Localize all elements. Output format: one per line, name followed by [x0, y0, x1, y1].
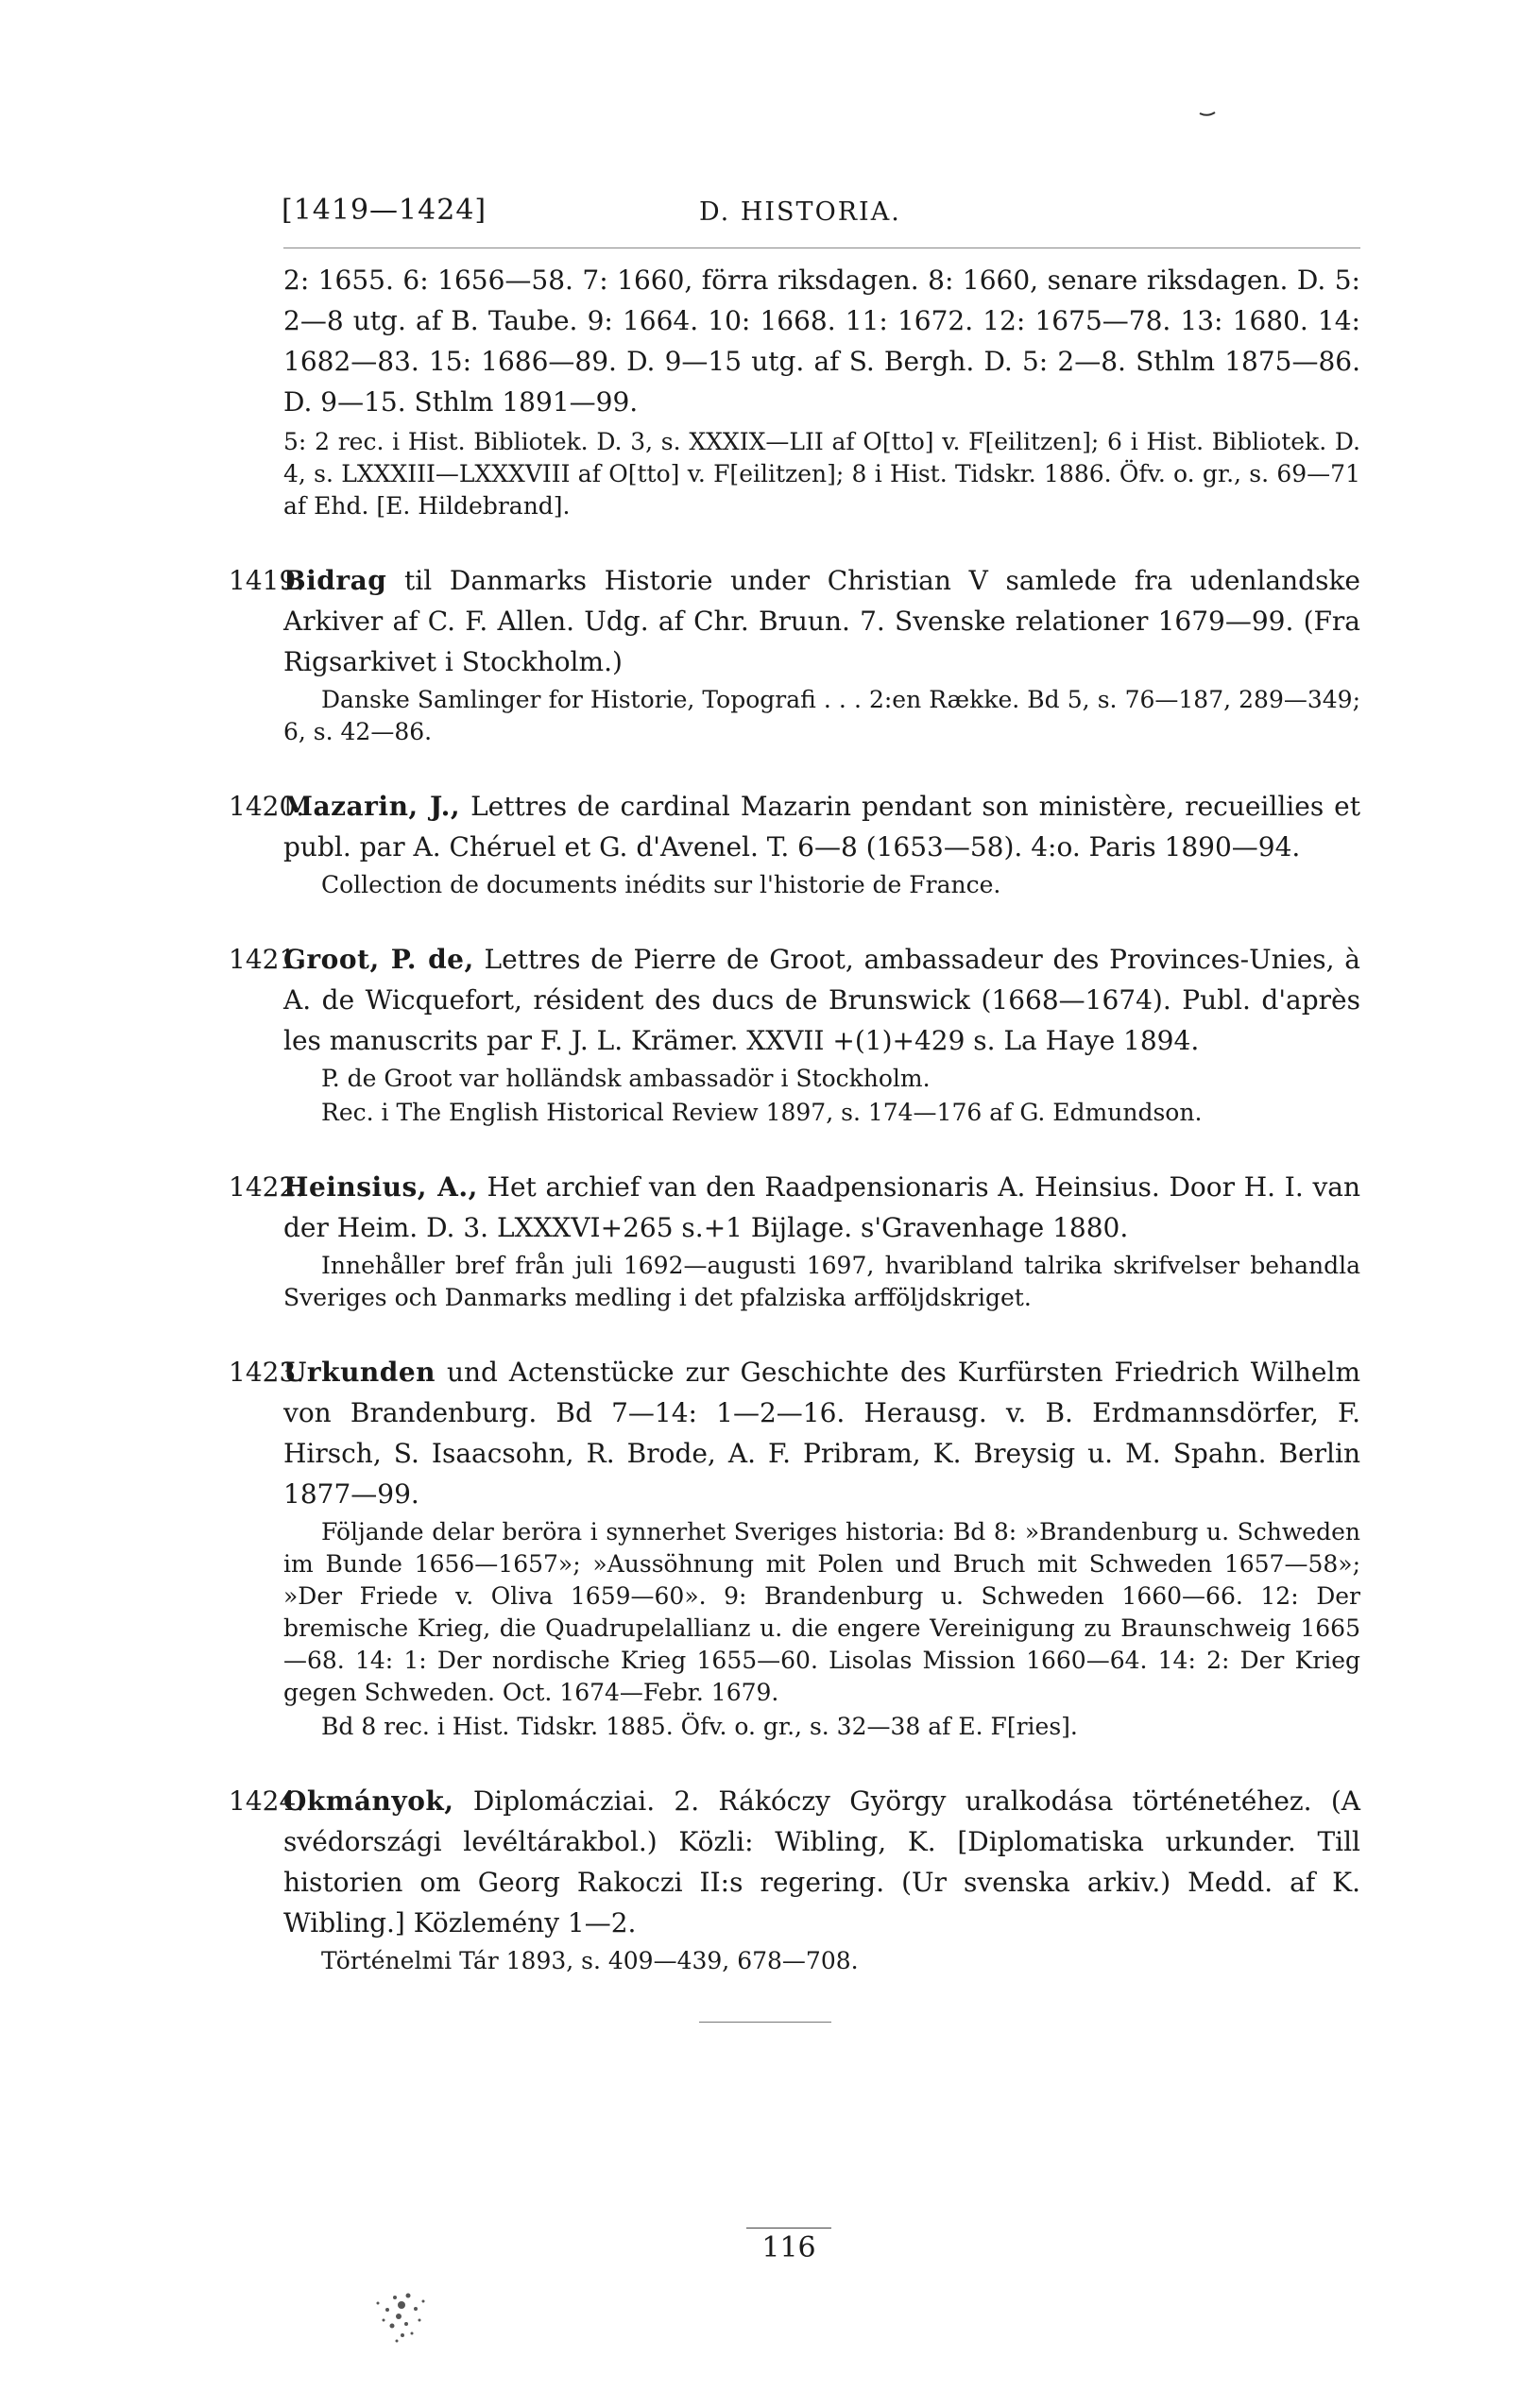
entry-text: Lettres de cardinal Mazarin pendant son ministère, recueillies et publ. par A. Chéruel et G. d'Avenel. T. 6—8 (1653—58). 4:o. Paris 1890—94.	[283, 791, 1360, 862]
entry-1419	[229, 560, 1360, 748]
entry-heading: Heinsius, A.,	[283, 1171, 478, 1203]
entry-1424	[229, 1781, 1360, 1977]
entry-note: Collection de documents inédits sur l'historie de France.	[321, 871, 1001, 898]
running-head	[283, 194, 1360, 231]
library-stamp-icon	[350, 2267, 453, 2371]
entry-number: 1423.	[229, 1357, 305, 1388]
entry-1420	[229, 786, 1360, 901]
entry-1421	[229, 939, 1360, 1129]
page-number: 116	[761, 2231, 816, 2264]
entry-note: P. de Groot var holländsk ambassadör i Stockholm.	[321, 1065, 931, 1092]
ink-mark	[1198, 104, 1217, 113]
entry-number: 1422.	[229, 1171, 305, 1203]
entry-main	[283, 1781, 1360, 1943]
entry-note: Danske Samlinger for Historie, Topografi . . . 2:en Række. Bd 5, s. 76—187, 289—349; 6, s. 42—86.	[283, 686, 1360, 745]
entry-heading: Okmányok,	[283, 1785, 454, 1817]
entry-main	[283, 939, 1360, 1061]
entry-number: 1421.	[229, 944, 305, 975]
entry-heading: Bidrag	[283, 565, 387, 596]
intro-note: 5: 2 rec. i Hist. Bibliotek. D. 3, s. XXXIX—LII af O[tto] v. F[eilitzen]; 6 i Hist. Bibliotek. D. 4, s. LXXXIII—LXXXVIII af O[tto] v. F[eilitzen]; 8 i Hist. Tidskr. 1886. Öfv. o. gr., s. 69—71 af Ehd. [E. Hildebrand].	[283, 428, 1360, 520]
entry-1422	[229, 1167, 1360, 1314]
page-body	[229, 260, 1360, 1977]
section-title: D. HISTORIA.	[699, 197, 901, 227]
entry-1423	[229, 1352, 1360, 1743]
section-end-rule	[699, 2022, 831, 2023]
entry-heading: Urkunden	[283, 1357, 436, 1388]
entry-main	[283, 1167, 1360, 1248]
entry-note: Följande delar beröra i synnerhet Sveriges historia: Bd 8: »Brandenburg u. Schweden im Bunde 1656—1657»; »Aussöhnung mit Polen und Bruch mit Schweden 1657—58»; »Der Friede v. Oliva 1659—60». 9: Brandenburg u. Schweden 1660—66. 12: Der bremische Krieg, die Quadrupelallianz u. die engere Vereinigung zu Braunschweig 1665—68. 14: 1: Der nordische Krieg 1655—60. Lisolas Mission 1660—64. 14: 2: Der Krieg gegen Schweden. Oct. 1674—Febr. 1679.	[283, 1518, 1360, 1706]
entry-text: Diplomácziai. 2. Rákóczy György uralkodása történetéhez. (A svédországi levéltárakbol.) Közli: Wibling, K. [Diplomatiska urkunder. Till historien om Georg Rakoczi II:s regering. (Ur svenska arkiv.) Medd. af K. Wibling.] Közlemény 1—2.	[283, 1785, 1360, 1938]
entry-note: Innehåller bref från juli 1692—augusti 1697, hvaribland talrika skrifvelser behandla Sveriges och Danmarks medling i det pfalziska arfföljdskriget.	[283, 1252, 1360, 1311]
entry-text: Lettres de Pierre de Groot, ambassadeur des Provinces-Unies, à A. de Wicquefort, résident des ducs de Brunswick (1668—1674). Publ. d'après les manuscrits par F. J. L. Krämer. XXVII +(1)+429 s. La Haye 1894.	[283, 944, 1360, 1056]
entry-heading: Mazarin, J.,	[283, 791, 461, 822]
entry-range: [1419—1424]	[282, 194, 487, 227]
folio-rule	[746, 2228, 831, 2229]
intro-text: 2: 1655. 6: 1656—58. 7: 1660, förra riksdagen. 8: 1660, senare riksdagen. D. 5: 2—8 utg. af B. Taube. 9: 1664. 10: 1668. 11: 1672. 12: 1675—78. 13: 1680. 14: 1682—83. 15: 1686—89. D. 9—15 utg. af S. Bergh. D. 5: 2—8. Sthlm 1875—86. D. 9—15. Sthlm 1891—99.	[283, 265, 1360, 418]
entry-main	[283, 1352, 1360, 1514]
entry-note: Bd 8 rec. i Hist. Tidskr. 1885. Öfv. o. gr., s. 32—38 af E. F[ries].	[321, 1713, 1078, 1740]
entry-number: 1424.	[229, 1785, 305, 1817]
entry-number: 1419.	[229, 565, 305, 596]
entry-text: Het archief van den Raadpensionaris A. Heinsius. Door H. I. van der Heim. D. 3. LXXXVI+265 s.+1 Bijlage. s'Gravenhage 1880.	[283, 1171, 1360, 1243]
entry-text: und Actenstücke zur Geschichte des Kurfürsten Friedrich Wilhelm von Brandenburg. Bd 7—14: 1—2—16. Herausg. v. B. Erdmannsdörfer, F. Hirsch, S. Isaacsohn, R. Brode, A. F. Pribram, K. Breysig u. M. Spahn. Berlin 1877—99.	[283, 1357, 1360, 1510]
entry-text: til Danmarks Historie under Christian V samlede fra udenlandske Arkiver af C. F. Allen. Udg. af Chr. Bruun. 7. Svenske relationer 1679—99. (Fra Rigsarkivet i Stockholm.)	[283, 565, 1360, 677]
entry-main	[283, 786, 1360, 867]
entry-number: 1420.	[229, 791, 305, 822]
entry-heading: Groot, P. de,	[283, 944, 474, 975]
entry-note: Rec. i The English Historical Review 1897, s. 174—176 af G. Edmundson.	[321, 1099, 1203, 1126]
entry-note: Történelmi Tár 1893, s. 409—439, 678—708.	[321, 1947, 859, 1974]
entry-main	[283, 560, 1360, 682]
